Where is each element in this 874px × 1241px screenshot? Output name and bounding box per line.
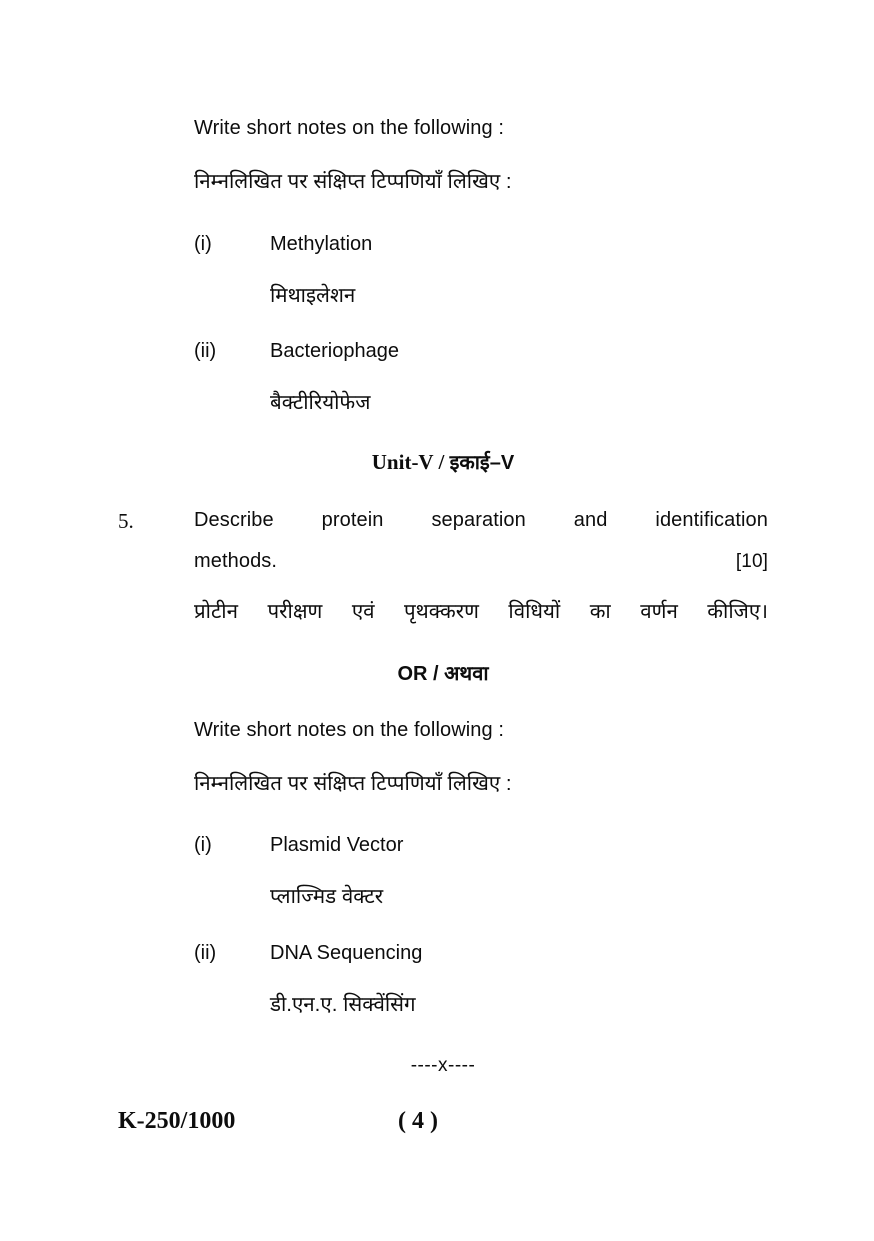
spacer	[118, 193, 768, 233]
question-text-english-line2-row	[194, 550, 768, 573]
question-text-english-line1: Describe protein separation and identification	[194, 508, 768, 531]
page-footer	[118, 1108, 768, 1135]
question-text-english-line2: methods.	[194, 549, 278, 572]
list-item	[194, 340, 768, 363]
unit-heading-separator: /	[438, 449, 445, 474]
spacer	[118, 794, 768, 834]
top-instruction-english: Write short notes on the following :	[194, 117, 505, 139]
list-item	[194, 942, 768, 965]
page-number: ( 4 )	[398, 1108, 438, 1134]
spacer	[118, 475, 768, 509]
spacer	[118, 306, 768, 340]
spacer	[118, 1015, 768, 1055]
spacer	[118, 414, 768, 448]
list-item-label-english: Methylation	[270, 232, 373, 255]
spacer	[118, 686, 768, 720]
list-item-index: (i)	[194, 834, 212, 856]
list-item-label-hindi: मिथाइलेशन	[270, 283, 356, 307]
end-mark: ----x----	[410, 1055, 476, 1076]
spacer	[118, 256, 768, 286]
list-item-label-hindi: प्लाज्मिड वेक्टर	[270, 885, 384, 908]
list-item-label-hindi: डी.एन.ए. सिक्वेंसिंग	[270, 992, 416, 1016]
list-item-label-english: DNA Sequencing	[270, 941, 423, 964]
top-instruction-hindi: निम्नलिखित पर संक्षिप्त टिप्पणियाँ लिखिए :	[194, 170, 512, 193]
list-item-label-english: Plasmid Vector	[270, 834, 404, 856]
paper-code: K-250/1000	[118, 1108, 236, 1134]
list-item-index: (i)	[194, 232, 212, 255]
list-item-index: (ii)	[194, 340, 217, 362]
spacer	[194, 532, 768, 550]
spacer	[118, 740, 768, 774]
bottom-instruction-hindi: निम्नलिखित पर संक्षिप्त टिप्पणियाँ लिखिए :	[194, 771, 512, 795]
question-number: 5.	[118, 508, 134, 533]
spacer	[118, 908, 768, 942]
question-text-hindi: प्रोटीन परीक्षण एवं पृथक्करण विधियों का वर्णन कीजिए।	[194, 599, 768, 623]
or-heading-hindi: अथवा	[444, 662, 489, 685]
list-item-label-english: Bacteriophage	[270, 340, 399, 362]
question-body	[194, 509, 768, 625]
list-item	[194, 233, 768, 256]
spacer	[118, 857, 768, 887]
question-marks: [10]	[735, 550, 768, 572]
or-heading-separator: /	[433, 662, 439, 685]
bottom-instruction-english: Write short notes on the following :	[194, 718, 505, 741]
unit-heading-english: Unit-V	[371, 449, 434, 474]
question-5	[118, 509, 768, 625]
list-item-index: (ii)	[194, 941, 217, 964]
spacer	[118, 138, 768, 172]
or-heading	[118, 659, 768, 686]
or-heading-english: OR	[397, 662, 428, 685]
spacer	[118, 965, 768, 995]
unit-heading-hindi: इकाई–V	[449, 451, 515, 474]
spacer	[118, 363, 768, 393]
spacer	[194, 573, 768, 597]
unit-heading	[118, 448, 768, 475]
spacer	[118, 625, 768, 659]
page-content	[118, 118, 768, 1077]
list-item	[194, 834, 768, 857]
list-item-label-hindi: बैक्टीरियोफेज	[270, 391, 371, 414]
